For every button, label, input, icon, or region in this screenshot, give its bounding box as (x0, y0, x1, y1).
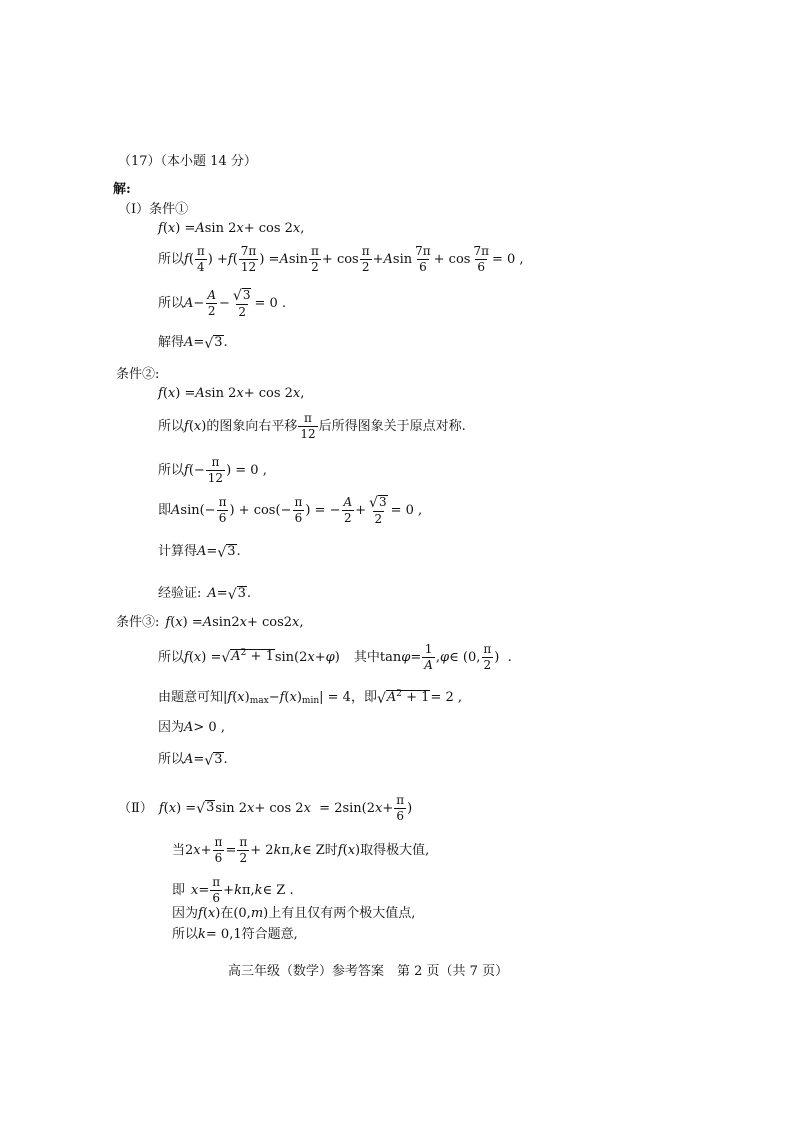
cond2-shift: 所以 f ( x ) 的图象向右平移 $\frac{\pi}{12}$ 后所得图象关于原点对称. (158, 411, 466, 441)
cond2-function: f ( x ) = A sin 2 x + cos 2 x , (158, 386, 305, 401)
cond2-verify: 经验证: A = √ 3 . (158, 586, 252, 603)
cond3-range: 由题意可知 | f ( x ) max − f ( x ) min | = 4 ，即 √ $A^2 + 1$ = 2 , (158, 689, 463, 707)
part2-interval: 因为 f ( x ) 在 (0, m ) 上有且仅有两个极大值点, (172, 906, 416, 921)
problem-number: （17）（本小题 14 分） (118, 154, 257, 169)
cond3-function: 条件③: f ( x ) = A sin2 x + cos2 x , (116, 615, 304, 630)
part2-function: （Ⅱ） f ( x ) = √ 3 sin 2 x + cos 2 x = 2sin(2 x + $\frac{\pi}{6}$ ) (118, 793, 413, 823)
cond2-label: 条件②: (116, 367, 160, 382)
cond2-result: 计算得 A = √ 3 . (158, 544, 241, 561)
cond2-expand: 即 A sin(− $\frac{\pi}{6}$ ) + cos(− $\frac{\pi}{6}$ ) = − $\frac{A}{2}$ + √ 3 2 = 0 , (158, 494, 423, 526)
cond1-result: 解得 A = √ 3 . (158, 335, 228, 352)
part2-max-condition: 当 2 x + $\frac{\pi}{6}$ = $\frac{\pi}{2}$ + 2 k π, k ∈ Z 时 f ( x ) 取得极大值, (172, 835, 430, 865)
cond2-zero: 所以 f (− $\frac{\pi}{12}$ ) = 0 , (158, 455, 267, 485)
cond1-simplified: 所以 A − $\frac{A}{2}$ − √ 3 2 = 0 . (158, 287, 287, 319)
cond1-function: f ( x ) = A sin 2 x + cos 2 x , (158, 221, 305, 236)
cond1-sum-equation: 所以 f ( $\frac{\pi}{4}$ ) + f ( $\frac{7\pi}{12}$ ) = A sin $\frac{\pi}{2}$ + cos $\frac{\pi}{2}$ + A sin $\frac{7\pi}{6}$ + cos $\frac{7\pi}{6}$ = 0 , (158, 244, 524, 274)
part2-x-solution: 即 x = $\frac{\pi}{6}$ + k π, k ∈ Z . (172, 875, 294, 905)
part1-label: （Ⅰ）条件① (118, 202, 189, 217)
cond3-amplitude: 所以 f ( x ) = √ $A^2 + 1$ sin(2 x + φ ) 其中 tan φ = $\frac{1}{A}$ , φ ∈ (0, $\frac{\pi}{2}$ ) . (158, 642, 512, 672)
cond3-result: 所以 A = √ 3 . (158, 752, 228, 769)
part2-k-values: 所以 k = 0,1 符合题意, (172, 927, 298, 942)
solution-label: 解: (113, 182, 131, 197)
cond3-positive: 因为 A > 0 , (158, 720, 225, 735)
page-footer: 高三年级（数学）参考答案 第 2 页（共 7 页） (228, 964, 509, 979)
